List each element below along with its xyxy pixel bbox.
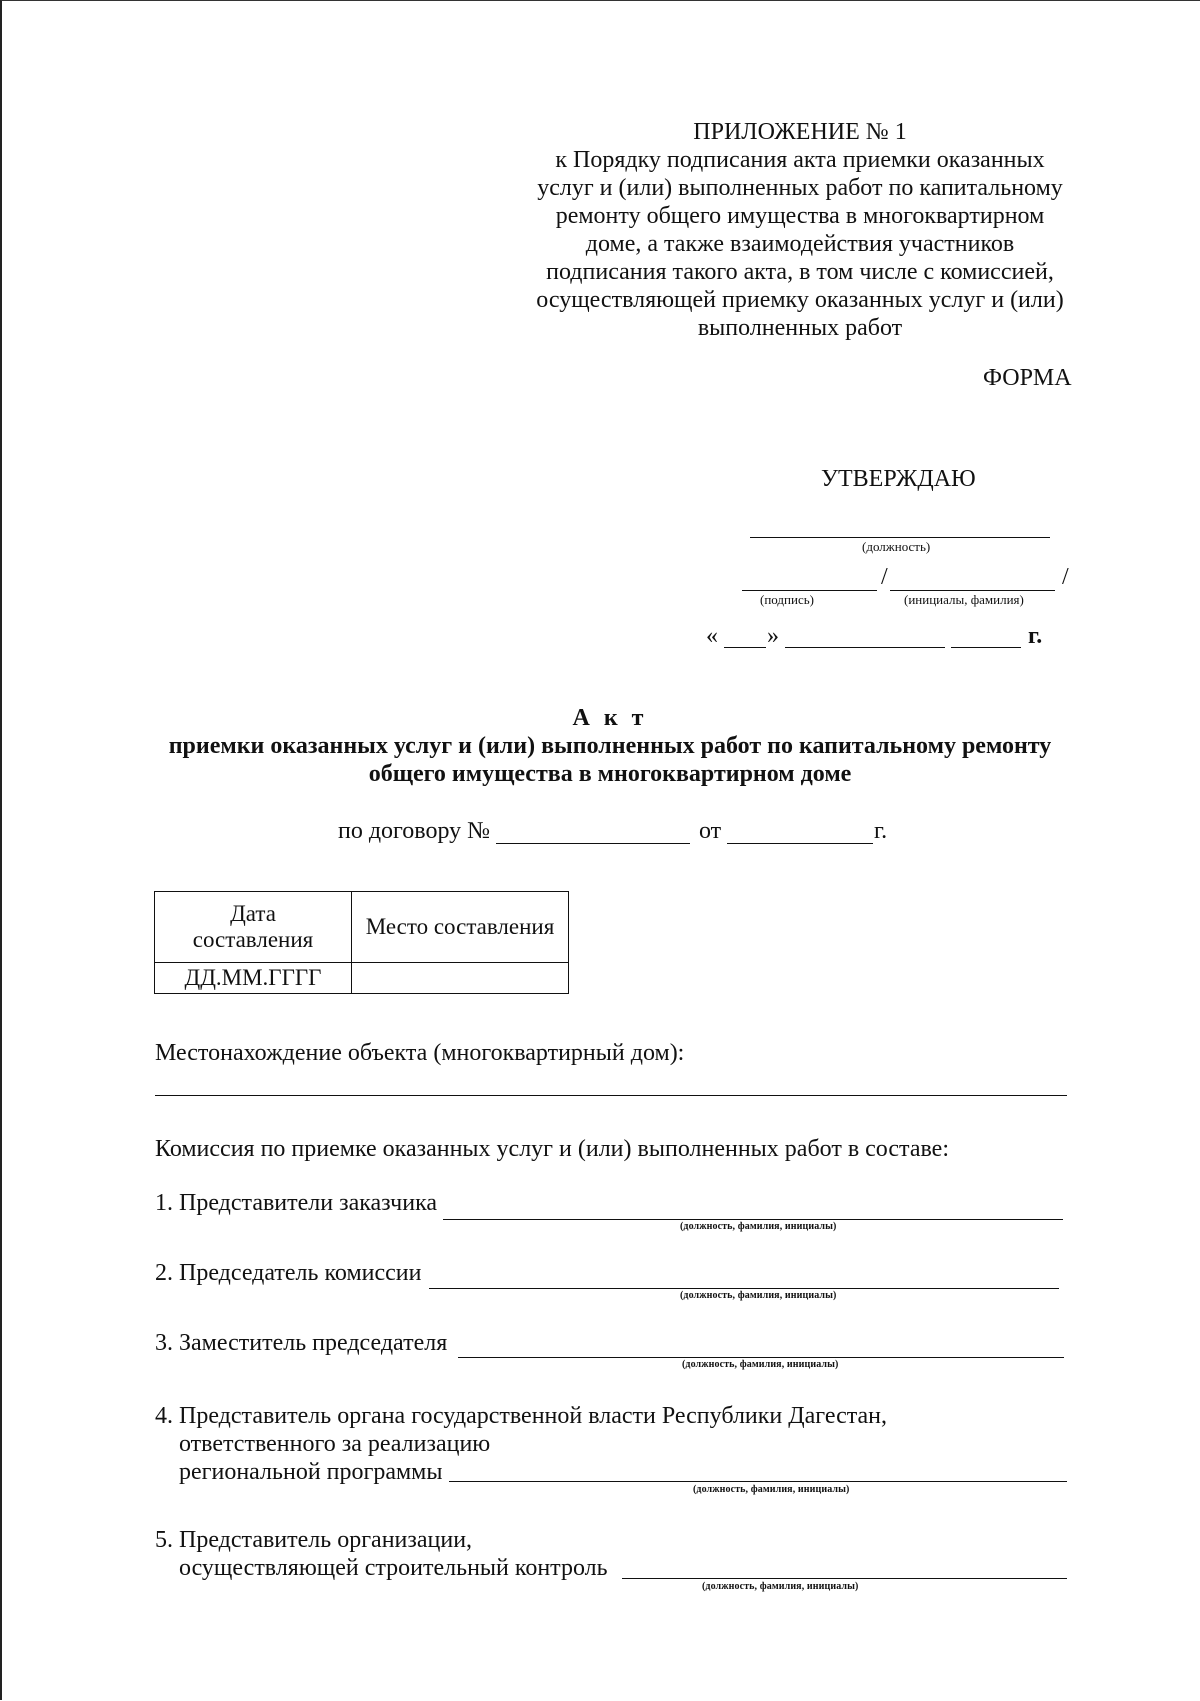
position-line[interactable] bbox=[750, 537, 1050, 538]
act-title: А к т bbox=[572, 705, 648, 731]
commission-heading: Комиссия по приемке оказанных услуг и (или) выполненных работ в составе: bbox=[155, 1136, 950, 1162]
approval-heading: УТВЕРЖДАЮ bbox=[821, 466, 976, 492]
member-label: 1. Представители заказчика bbox=[155, 1190, 438, 1216]
member-label: ответственного за реализацию bbox=[179, 1431, 491, 1457]
appendix-title: ПРИЛОЖЕНИЕ № 1 bbox=[693, 119, 907, 145]
act-subtitle: общего имущества в многоквартирном доме bbox=[368, 761, 852, 787]
member-line[interactable] bbox=[443, 1219, 1063, 1220]
member-caption: (должность, фамилия, инициалы) bbox=[682, 1359, 839, 1370]
position-caption: (должность) bbox=[862, 539, 931, 554]
contract-from: от bbox=[699, 818, 722, 844]
act-title-block bbox=[140, 704, 1080, 788]
form-label: ФОРМА bbox=[983, 365, 1072, 391]
table-header-place: Место составления bbox=[352, 892, 569, 963]
member-line[interactable] bbox=[429, 1288, 1059, 1289]
member-line[interactable] bbox=[458, 1357, 1064, 1358]
table-cell-place[interactable] bbox=[352, 963, 569, 994]
member-label: 2. Председатель комиссии bbox=[155, 1260, 422, 1286]
appendix-line: ремонту общего имущества в многоквартирном bbox=[555, 203, 1045, 229]
month-line[interactable] bbox=[785, 647, 945, 648]
location-line[interactable] bbox=[155, 1095, 1067, 1096]
info-table bbox=[154, 891, 569, 994]
member-caption: (должность, фамилия, инициалы) bbox=[702, 1581, 859, 1592]
member-line[interactable] bbox=[449, 1481, 1067, 1482]
appendix-header bbox=[530, 118, 1070, 342]
appendix-line: доме, а также взаимодействия участников bbox=[585, 231, 1015, 257]
day-line[interactable] bbox=[724, 647, 766, 648]
member-caption: (должность, фамилия, инициалы) bbox=[680, 1221, 837, 1232]
name-caption: (инициалы, фамилия) bbox=[904, 592, 1024, 607]
member-label: 5. Представитель организации, bbox=[155, 1527, 473, 1553]
contract-prefix: по договору № bbox=[338, 818, 491, 844]
contract-number-line[interactable] bbox=[496, 843, 690, 844]
member-caption: (должность, фамилия, инициалы) bbox=[680, 1290, 837, 1301]
table-cell-date[interactable]: ДД.ММ.ГГГГ bbox=[155, 963, 352, 994]
year-suffix: г. bbox=[1028, 623, 1043, 649]
contract-date-line[interactable] bbox=[727, 843, 873, 844]
member-line[interactable] bbox=[622, 1578, 1067, 1579]
member-label: 4. Представитель органа государственной власти Республики Дагестан, bbox=[155, 1403, 887, 1429]
act-subtitle: приемки оказанных услуг и (или) выполненных работ по капитальному ремонту bbox=[168, 733, 1052, 759]
quote-open: « bbox=[706, 623, 718, 649]
slash: / bbox=[881, 564, 888, 590]
member-label: региональной программы bbox=[179, 1459, 443, 1485]
signature-caption: (подпись) bbox=[760, 592, 814, 607]
member-label: 3. Заместитель председателя bbox=[155, 1330, 448, 1356]
contract-year: г. bbox=[874, 818, 888, 844]
appendix-line: выполненных работ bbox=[697, 315, 903, 341]
year-line[interactable] bbox=[951, 647, 1021, 648]
appendix-line: к Порядку подписания акта приемки оказанных bbox=[555, 147, 1045, 173]
appendix-line: осуществляющей приемку оказанных услуг и (или) bbox=[536, 287, 1064, 313]
slash: / bbox=[1062, 564, 1069, 590]
appendix-line: услуг и (или) выполненных работ по капитальному bbox=[537, 175, 1063, 201]
signature-line[interactable] bbox=[742, 590, 877, 591]
location-label: Местонахождение объекта (многоквартирный дом): bbox=[155, 1040, 685, 1066]
member-label: осуществляющей строительный контроль bbox=[179, 1555, 608, 1581]
member-caption: (должность, фамилия, инициалы) bbox=[693, 1484, 850, 1495]
quote-close: » bbox=[767, 623, 779, 649]
name-line[interactable] bbox=[890, 590, 1055, 591]
table-header-date: Дата составления bbox=[155, 892, 352, 963]
appendix-line: подписания такого акта, в том числе с комиссией, bbox=[546, 259, 1054, 285]
